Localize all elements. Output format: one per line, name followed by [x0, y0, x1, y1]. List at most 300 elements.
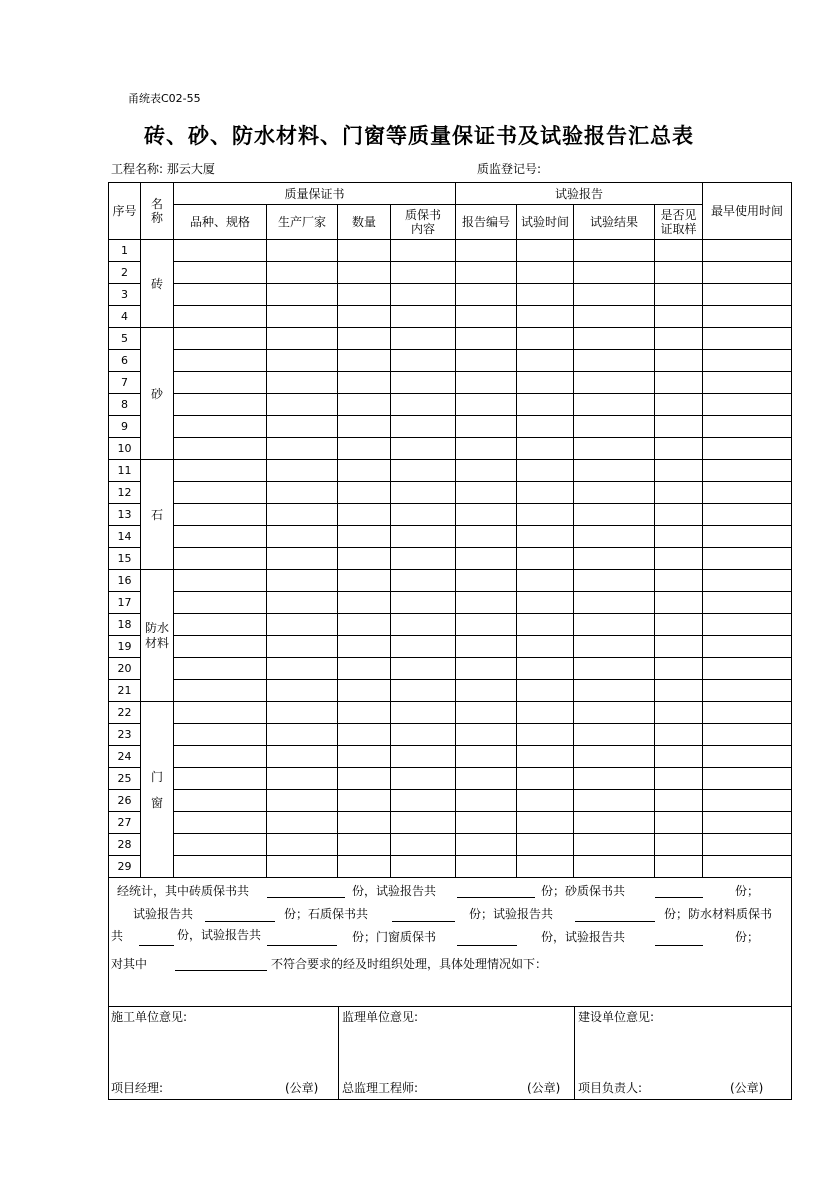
waterproof-test-count[interactable]: [267, 945, 337, 946]
data-cell[interactable]: [456, 460, 517, 482]
data-cell[interactable]: [174, 262, 267, 284]
data-cell[interactable]: [267, 240, 338, 262]
data-cell[interactable]: [267, 636, 338, 658]
data-cell[interactable]: [391, 416, 456, 438]
data-cell[interactable]: [338, 790, 391, 812]
data-cell[interactable]: [703, 570, 792, 592]
data-cell[interactable]: [456, 328, 517, 350]
data-cell[interactable]: [391, 372, 456, 394]
data-cell[interactable]: [391, 306, 456, 328]
data-cell[interactable]: [574, 592, 655, 614]
data-cell[interactable]: [655, 504, 703, 526]
stat-line3-c: 份；门窗质保书: [352, 930, 437, 944]
data-cell[interactable]: [703, 306, 792, 328]
data-cell[interactable]: [391, 746, 456, 768]
data-cell[interactable]: [391, 658, 456, 680]
data-cell[interactable]: [174, 460, 267, 482]
data-cell[interactable]: [517, 416, 574, 438]
data-cell[interactable]: [456, 636, 517, 658]
data-cell[interactable]: [703, 240, 792, 262]
data-cell[interactable]: [338, 394, 391, 416]
data-cell[interactable]: [517, 834, 574, 856]
data-cell[interactable]: [655, 416, 703, 438]
data-cell[interactable]: [517, 372, 574, 394]
table-row: [109, 460, 792, 482]
data-cell[interactable]: [267, 812, 338, 834]
data-cell[interactable]: [174, 438, 267, 460]
data-cell[interactable]: [391, 548, 456, 570]
data-cell[interactable]: [267, 702, 338, 724]
data-cell[interactable]: [655, 328, 703, 350]
data-cell[interactable]: [517, 768, 574, 790]
data-cell[interactable]: [574, 504, 655, 526]
row-number: 25: [109, 768, 141, 790]
data-cell[interactable]: [267, 548, 338, 570]
table-row: [109, 636, 792, 658]
data-cell[interactable]: [655, 834, 703, 856]
data-cell[interactable]: [391, 262, 456, 284]
data-cell[interactable]: [338, 284, 391, 306]
data-cell[interactable]: [517, 702, 574, 724]
data-cell[interactable]: [655, 438, 703, 460]
data-cell[interactable]: [703, 636, 792, 658]
sand-test-count[interactable]: [205, 921, 275, 922]
data-cell[interactable]: [391, 636, 456, 658]
data-cell[interactable]: [517, 394, 574, 416]
data-cell[interactable]: [174, 504, 267, 526]
data-cell[interactable]: [655, 768, 703, 790]
data-cell[interactable]: [655, 482, 703, 504]
data-cell[interactable]: [391, 284, 456, 306]
data-cell[interactable]: [391, 240, 456, 262]
data-cell[interactable]: [456, 658, 517, 680]
data-cell[interactable]: [456, 768, 517, 790]
data-cell[interactable]: [456, 306, 517, 328]
data-cell[interactable]: [574, 394, 655, 416]
data-cell[interactable]: [391, 812, 456, 834]
stone-test-count[interactable]: [575, 921, 655, 922]
data-cell[interactable]: [456, 526, 517, 548]
data-cell[interactable]: [456, 746, 517, 768]
data-cell[interactable]: [574, 614, 655, 636]
data-cell[interactable]: [267, 284, 338, 306]
form-code: 甬统表C02-55: [128, 92, 201, 105]
data-cell[interactable]: [174, 680, 267, 702]
data-cell[interactable]: [703, 350, 792, 372]
data-cell[interactable]: [456, 262, 517, 284]
data-cell[interactable]: [574, 240, 655, 262]
data-cell[interactable]: [267, 834, 338, 856]
data-cell[interactable]: [338, 592, 391, 614]
data-cell[interactable]: [338, 482, 391, 504]
header-cert-content: 质保书内容: [391, 205, 456, 240]
data-cell[interactable]: [574, 526, 655, 548]
data-cell[interactable]: [703, 372, 792, 394]
data-cell[interactable]: [267, 482, 338, 504]
data-cell[interactable]: [574, 262, 655, 284]
data-cell[interactable]: [703, 746, 792, 768]
data-cell[interactable]: [174, 812, 267, 834]
data-cell[interactable]: [456, 504, 517, 526]
data-cell[interactable]: [338, 548, 391, 570]
table-row: [109, 856, 792, 878]
data-cell[interactable]: [174, 790, 267, 812]
data-cell[interactable]: [574, 350, 655, 372]
table-row: [109, 482, 792, 504]
data-cell[interactable]: [456, 592, 517, 614]
waterproof-cert-count[interactable]: [139, 945, 174, 946]
data-cell[interactable]: [655, 548, 703, 570]
sand-cert-count[interactable]: [655, 897, 703, 898]
data-cell[interactable]: [338, 416, 391, 438]
data-cell[interactable]: [655, 680, 703, 702]
data-cell[interactable]: [456, 812, 517, 834]
data-cell[interactable]: [391, 856, 456, 878]
data-cell[interactable]: [338, 724, 391, 746]
data-cell[interactable]: [574, 328, 655, 350]
data-cell[interactable]: [703, 790, 792, 812]
data-cell[interactable]: [174, 856, 267, 878]
data-cell[interactable]: [174, 328, 267, 350]
data-cell[interactable]: [456, 240, 517, 262]
data-cell[interactable]: [338, 438, 391, 460]
door-window-test-count[interactable]: [655, 945, 703, 946]
data-cell[interactable]: [574, 856, 655, 878]
data-cell[interactable]: [574, 482, 655, 504]
data-cell[interactable]: [456, 482, 517, 504]
data-cell[interactable]: [655, 614, 703, 636]
door-window-cert-count[interactable]: [457, 945, 517, 946]
data-cell[interactable]: [174, 768, 267, 790]
data-cell[interactable]: [174, 548, 267, 570]
category-label: [141, 460, 174, 570]
data-cell[interactable]: [517, 658, 574, 680]
stone-cert-count[interactable]: [392, 921, 455, 922]
data-cell[interactable]: [267, 504, 338, 526]
data-cell[interactable]: [174, 526, 267, 548]
data-cell[interactable]: [456, 416, 517, 438]
data-cell[interactable]: [174, 394, 267, 416]
data-cell[interactable]: [517, 350, 574, 372]
data-cell[interactable]: [655, 724, 703, 746]
data-cell[interactable]: [655, 526, 703, 548]
brick-test-count[interactable]: [457, 897, 535, 898]
category-label: [141, 570, 174, 702]
stat-line2-d: 份；防水材料质保书: [664, 907, 773, 921]
data-cell[interactable]: [174, 702, 267, 724]
data-cell[interactable]: [517, 856, 574, 878]
data-cell[interactable]: [338, 658, 391, 680]
data-cell[interactable]: [517, 504, 574, 526]
stat-line1-a: 经统计，其中砖质保书共: [117, 884, 250, 898]
data-cell[interactable]: [517, 614, 574, 636]
data-cell[interactable]: [456, 614, 517, 636]
construction-opinion: 施工单位意见:: [111, 1010, 188, 1024]
data-cell[interactable]: [703, 284, 792, 306]
data-cell[interactable]: [517, 328, 574, 350]
data-cell[interactable]: [174, 834, 267, 856]
data-cell[interactable]: [655, 306, 703, 328]
data-cell[interactable]: [267, 680, 338, 702]
data-cell[interactable]: [655, 570, 703, 592]
data-cell[interactable]: [338, 504, 391, 526]
data-cell[interactable]: [703, 592, 792, 614]
data-cell[interactable]: [703, 394, 792, 416]
data-cell[interactable]: [456, 548, 517, 570]
data-cell[interactable]: [517, 724, 574, 746]
data-cell[interactable]: [391, 570, 456, 592]
data-cell[interactable]: [517, 636, 574, 658]
data-cell[interactable]: [338, 746, 391, 768]
table-row: [109, 372, 792, 394]
data-cell[interactable]: [517, 592, 574, 614]
data-cell[interactable]: [574, 746, 655, 768]
data-cell[interactable]: [338, 460, 391, 482]
data-cell[interactable]: [174, 350, 267, 372]
data-cell[interactable]: [267, 658, 338, 680]
data-cell[interactable]: [456, 724, 517, 746]
data-cell[interactable]: [338, 372, 391, 394]
data-cell[interactable]: [703, 504, 792, 526]
data-cell[interactable]: [655, 372, 703, 394]
data-cell[interactable]: [456, 394, 517, 416]
data-cell[interactable]: [456, 438, 517, 460]
data-cell[interactable]: [267, 592, 338, 614]
data-cell[interactable]: [391, 702, 456, 724]
data-cell[interactable]: [391, 526, 456, 548]
data-cell[interactable]: [574, 812, 655, 834]
data-cell[interactable]: [174, 592, 267, 614]
data-cell[interactable]: [574, 372, 655, 394]
data-cell[interactable]: [338, 306, 391, 328]
header-test-time: 试验时间: [517, 205, 574, 240]
data-cell[interactable]: [391, 328, 456, 350]
data-cell[interactable]: [703, 526, 792, 548]
data-cell[interactable]: [574, 460, 655, 482]
data-cell[interactable]: [174, 658, 267, 680]
data-cell[interactable]: [517, 570, 574, 592]
data-cell[interactable]: [517, 438, 574, 460]
data-cell[interactable]: [338, 240, 391, 262]
data-cell[interactable]: [267, 526, 338, 548]
data-cell[interactable]: [174, 372, 267, 394]
data-cell[interactable]: [703, 834, 792, 856]
data-cell[interactable]: [517, 812, 574, 834]
data-cell[interactable]: [391, 592, 456, 614]
row-number: 28: [109, 834, 141, 856]
data-cell[interactable]: [703, 702, 792, 724]
data-cell[interactable]: [517, 240, 574, 262]
data-cell[interactable]: [338, 570, 391, 592]
data-cell[interactable]: [517, 460, 574, 482]
data-cell[interactable]: [456, 350, 517, 372]
data-cell[interactable]: [391, 438, 456, 460]
data-cell[interactable]: [267, 372, 338, 394]
data-cell[interactable]: [267, 416, 338, 438]
data-cell[interactable]: [338, 702, 391, 724]
data-cell[interactable]: [655, 240, 703, 262]
data-cell[interactable]: [456, 856, 517, 878]
data-cell[interactable]: [517, 306, 574, 328]
data-cell[interactable]: [574, 438, 655, 460]
stat-line1-c: 份；砂质保书共: [541, 884, 626, 898]
data-cell[interactable]: [703, 658, 792, 680]
data-cell[interactable]: [267, 724, 338, 746]
data-cell[interactable]: [703, 438, 792, 460]
data-cell[interactable]: [174, 614, 267, 636]
data-cell[interactable]: [574, 680, 655, 702]
data-cell[interactable]: [338, 768, 391, 790]
data-cell[interactable]: [267, 614, 338, 636]
header-variety: 品种、规格: [174, 205, 267, 240]
header-earliest: 最早使用时间: [703, 183, 792, 240]
data-cell[interactable]: [574, 284, 655, 306]
data-cell[interactable]: [517, 746, 574, 768]
category-text: 石: [150, 507, 163, 522]
data-cell[interactable]: [703, 460, 792, 482]
data-cell[interactable]: [517, 790, 574, 812]
data-cell[interactable]: [517, 680, 574, 702]
data-cell[interactable]: [267, 790, 338, 812]
data-cell[interactable]: [391, 724, 456, 746]
data-cell[interactable]: [267, 350, 338, 372]
data-cell[interactable]: [456, 702, 517, 724]
data-cell[interactable]: [574, 724, 655, 746]
row-number: 5: [109, 328, 141, 350]
data-cell[interactable]: [574, 702, 655, 724]
data-cell[interactable]: [267, 856, 338, 878]
data-cell[interactable]: [703, 482, 792, 504]
data-cell[interactable]: [574, 548, 655, 570]
row-number: 13: [109, 504, 141, 526]
data-cell[interactable]: [391, 768, 456, 790]
data-cell[interactable]: [174, 636, 267, 658]
data-cell[interactable]: [174, 570, 267, 592]
data-cell[interactable]: [391, 460, 456, 482]
data-cell[interactable]: [267, 438, 338, 460]
data-cell[interactable]: [703, 328, 792, 350]
data-cell[interactable]: [391, 834, 456, 856]
data-cell[interactable]: [703, 768, 792, 790]
data-cell[interactable]: [655, 350, 703, 372]
table-row: [109, 702, 792, 724]
data-cell[interactable]: [703, 548, 792, 570]
data-cell[interactable]: [655, 790, 703, 812]
data-cell[interactable]: [267, 328, 338, 350]
data-cell[interactable]: [456, 790, 517, 812]
data-cell[interactable]: [456, 284, 517, 306]
table-row: [109, 526, 792, 548]
data-cell[interactable]: [703, 856, 792, 878]
data-cell[interactable]: [574, 636, 655, 658]
data-cell[interactable]: [655, 746, 703, 768]
data-cell[interactable]: [655, 284, 703, 306]
data-cell[interactable]: [655, 460, 703, 482]
data-cell[interactable]: [267, 768, 338, 790]
project-name-label: 工程名称:: [111, 162, 164, 176]
data-cell[interactable]: [267, 570, 338, 592]
nonconforming-count[interactable]: [175, 970, 267, 971]
data-cell[interactable]: [517, 482, 574, 504]
data-cell[interactable]: [655, 812, 703, 834]
data-cell[interactable]: [391, 680, 456, 702]
brick-cert-count[interactable]: [267, 897, 345, 898]
data-cell[interactable]: [703, 724, 792, 746]
data-cell[interactable]: [267, 746, 338, 768]
data-cell[interactable]: [174, 416, 267, 438]
data-cell[interactable]: [655, 592, 703, 614]
row-number: 22: [109, 702, 141, 724]
data-cell[interactable]: [456, 680, 517, 702]
data-cell[interactable]: [456, 372, 517, 394]
data-cell[interactable]: [703, 416, 792, 438]
data-cell[interactable]: [338, 834, 391, 856]
data-cell[interactable]: [655, 636, 703, 658]
data-cell[interactable]: [517, 526, 574, 548]
data-cell[interactable]: [338, 350, 391, 372]
data-cell[interactable]: [517, 548, 574, 570]
data-cell[interactable]: [174, 746, 267, 768]
data-cell[interactable]: [391, 482, 456, 504]
data-cell[interactable]: [338, 614, 391, 636]
data-cell[interactable]: [391, 350, 456, 372]
data-cell[interactable]: [391, 790, 456, 812]
data-cell[interactable]: [655, 394, 703, 416]
data-cell[interactable]: [574, 570, 655, 592]
data-cell[interactable]: [267, 306, 338, 328]
data-cell[interactable]: [655, 702, 703, 724]
data-cell[interactable]: [655, 262, 703, 284]
data-cell[interactable]: [456, 570, 517, 592]
data-cell[interactable]: [338, 526, 391, 548]
data-cell[interactable]: [703, 680, 792, 702]
data-cell[interactable]: [338, 856, 391, 878]
data-cell[interactable]: [703, 262, 792, 284]
data-cell[interactable]: [703, 614, 792, 636]
data-cell[interactable]: [574, 834, 655, 856]
data-cell[interactable]: [391, 504, 456, 526]
data-cell[interactable]: [703, 812, 792, 834]
data-cell[interactable]: [267, 262, 338, 284]
data-cell[interactable]: [338, 680, 391, 702]
data-cell[interactable]: [517, 262, 574, 284]
data-cell[interactable]: [338, 812, 391, 834]
data-cell[interactable]: [456, 834, 517, 856]
data-cell[interactable]: [574, 658, 655, 680]
data-cell[interactable]: [174, 724, 267, 746]
data-cell[interactable]: [267, 394, 338, 416]
data-cell[interactable]: [174, 284, 267, 306]
data-cell[interactable]: [655, 856, 703, 878]
data-cell[interactable]: [574, 306, 655, 328]
data-cell[interactable]: [174, 482, 267, 504]
data-cell[interactable]: [174, 306, 267, 328]
data-cell[interactable]: [574, 416, 655, 438]
data-cell[interactable]: [174, 240, 267, 262]
data-cell[interactable]: [517, 284, 574, 306]
category-text: 砂: [150, 386, 163, 401]
data-cell[interactable]: [574, 768, 655, 790]
data-cell[interactable]: [338, 262, 391, 284]
data-cell[interactable]: [338, 328, 391, 350]
row-number: 29: [109, 856, 141, 878]
data-cell[interactable]: [391, 394, 456, 416]
data-cell[interactable]: [338, 636, 391, 658]
data-cell[interactable]: [655, 658, 703, 680]
data-cell[interactable]: [391, 614, 456, 636]
data-cell[interactable]: [574, 790, 655, 812]
data-cell[interactable]: [267, 460, 338, 482]
